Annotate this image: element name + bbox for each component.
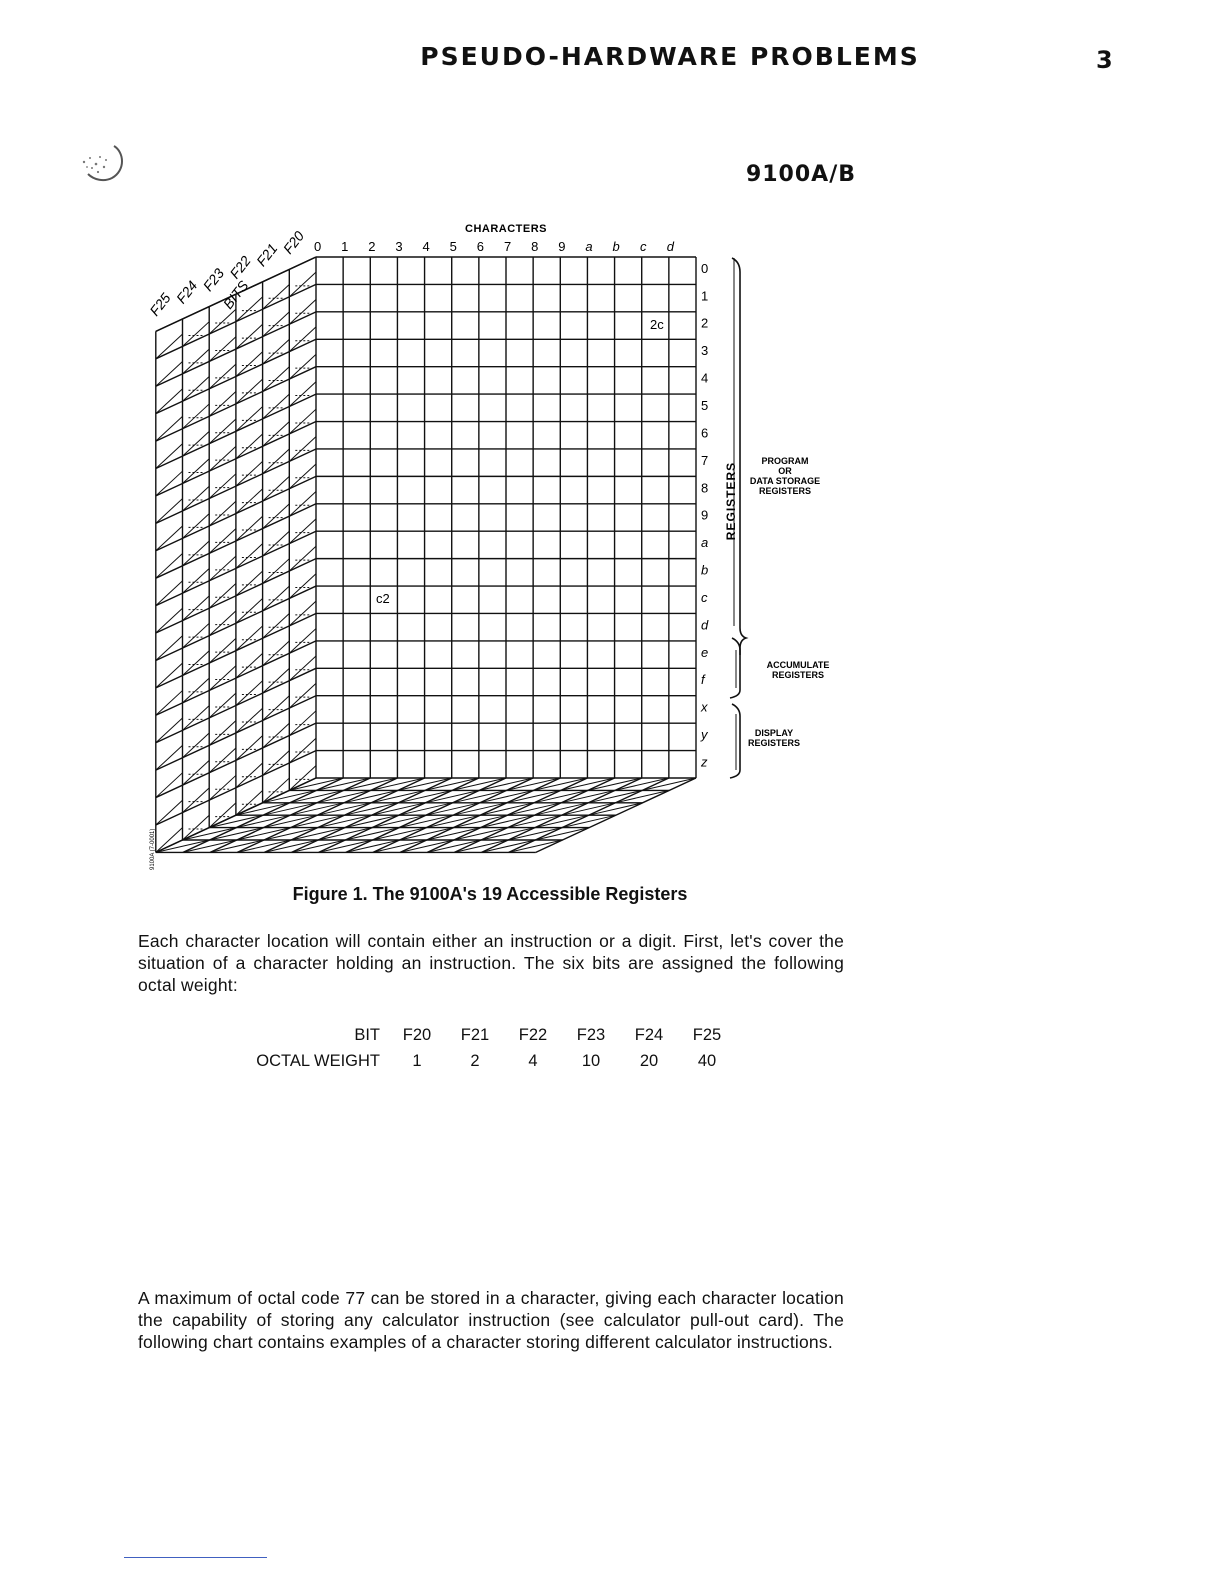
bit-label: F22 <box>226 252 254 282</box>
table-cell: F21 <box>460 1025 490 1044</box>
bit-label: F24 <box>172 277 201 307</box>
table-cell: 2 <box>470 1051 480 1070</box>
bits-label: BITS <box>219 277 252 312</box>
table-cell: 1 <box>412 1051 422 1070</box>
row-header: OCTAL WEIGHT <box>256 1051 380 1070</box>
row-label: 3 <box>701 343 709 359</box>
column-labels <box>314 239 675 254</box>
row-label: c <box>701 589 708 605</box>
row-label: 4 <box>701 370 709 386</box>
table-row <box>230 1048 736 1074</box>
table-cell: F25 <box>692 1025 722 1044</box>
table-row <box>230 1022 736 1048</box>
registers-label: REGISTERS <box>724 461 738 541</box>
row-labels <box>700 261 709 770</box>
svg-text:REGISTERS: REGISTERS <box>747 738 801 748</box>
column-label: 0 <box>313 239 322 254</box>
column-label: 8 <box>531 239 539 254</box>
column-label: 7 <box>503 239 512 254</box>
model-label: 9100A/B <box>745 162 856 187</box>
cell-2c: 2c <box>650 317 664 332</box>
page-number: 3 <box>1096 46 1113 74</box>
table-cell: 10 <box>581 1051 601 1070</box>
scan-artifact-icon <box>76 140 132 186</box>
row-label: e <box>701 644 709 660</box>
table-cell: 4 <box>528 1051 538 1070</box>
column-label: 5 <box>449 239 457 254</box>
svg-text:DATA STORAGE: DATA STORAGE <box>749 476 821 486</box>
column-label: a <box>585 239 593 254</box>
bit-label: F23 <box>199 265 228 295</box>
row-label: 1 <box>701 288 709 304</box>
octal-weight-table <box>230 1022 736 1074</box>
svg-text:REGISTERS: REGISTERS <box>771 670 825 680</box>
row-label: 7 <box>701 452 709 468</box>
row-label: z <box>701 754 708 770</box>
body-paragraph-1: Each character location will contain either an instruction or a digit. First, let's cover the situation of a character holding an instruction. The six bits are assigned the following octal weight: <box>138 931 844 995</box>
row-label: 6 <box>701 425 709 441</box>
cell-c2: c2 <box>376 591 390 606</box>
column-label: 6 <box>476 239 485 254</box>
bit-label: F20 <box>279 227 308 257</box>
characters-label: CHARACTERS <box>465 223 547 235</box>
row-label: f <box>701 672 705 688</box>
register-diagram <box>140 210 840 880</box>
bit-label: F25 <box>146 289 174 319</box>
svg-text:DISPLAY: DISPLAY <box>754 728 794 738</box>
row-label: x <box>701 699 708 715</box>
row-label: 9 <box>701 507 709 523</box>
row-label: b <box>701 562 709 578</box>
column-label: d <box>666 239 675 254</box>
svg-text:PROGRAM: PROGRAM <box>761 456 809 466</box>
table-cell: F20 <box>402 1025 432 1044</box>
svg-text:OR: OR <box>778 466 792 476</box>
body-paragraph-2: A maximum of octal code 77 can be stored in a character, giving each character location the capability of storing any calculator instruction (see calculator pull-out card). The following chart contains examples of a character storing different calculator instructions. <box>138 1288 844 1352</box>
column-label: 1 <box>341 239 349 254</box>
column-label: 4 <box>422 239 430 254</box>
bit-label: F21 <box>253 240 281 270</box>
page-title: PSEUDO-HARDWARE PROBLEMS <box>420 42 920 71</box>
footnote-rule <box>124 1557 267 1558</box>
accumulate-group-label <box>767 660 830 680</box>
row-label: a <box>701 535 709 551</box>
display-bracket <box>730 704 740 778</box>
column-label: b <box>612 239 620 254</box>
row-label: d <box>701 617 709 633</box>
figure-code: 9100A (7-0001) <box>150 828 156 870</box>
table-cell: 40 <box>697 1051 717 1070</box>
svg-text:ACCUMULATE: ACCUMULATE <box>766 660 830 670</box>
row-header: BIT <box>354 1025 380 1044</box>
row-label: 0 <box>701 260 709 276</box>
figure-caption: Figure 1. The 9100A's 19 Accessible Registers <box>292 884 688 904</box>
table-cell: 20 <box>639 1051 659 1070</box>
svg-text:REGISTERS: REGISTERS <box>758 486 812 496</box>
column-label: 3 <box>395 239 403 254</box>
row-label: y <box>701 727 708 743</box>
program-group-label <box>750 456 820 496</box>
table-cell: F22 <box>518 1025 548 1044</box>
table-cell: F24 <box>634 1025 664 1044</box>
display-group-label <box>748 728 800 748</box>
table-cell: F23 <box>576 1025 606 1044</box>
accumulate-bracket <box>730 638 740 698</box>
row-label: 5 <box>701 398 709 414</box>
grid-lines <box>156 257 696 852</box>
column-label: c <box>640 239 647 254</box>
row-label: 8 <box>701 480 709 496</box>
column-label: 2 <box>368 239 376 254</box>
row-label: 2 <box>701 315 709 331</box>
column-label: 9 <box>558 239 566 254</box>
